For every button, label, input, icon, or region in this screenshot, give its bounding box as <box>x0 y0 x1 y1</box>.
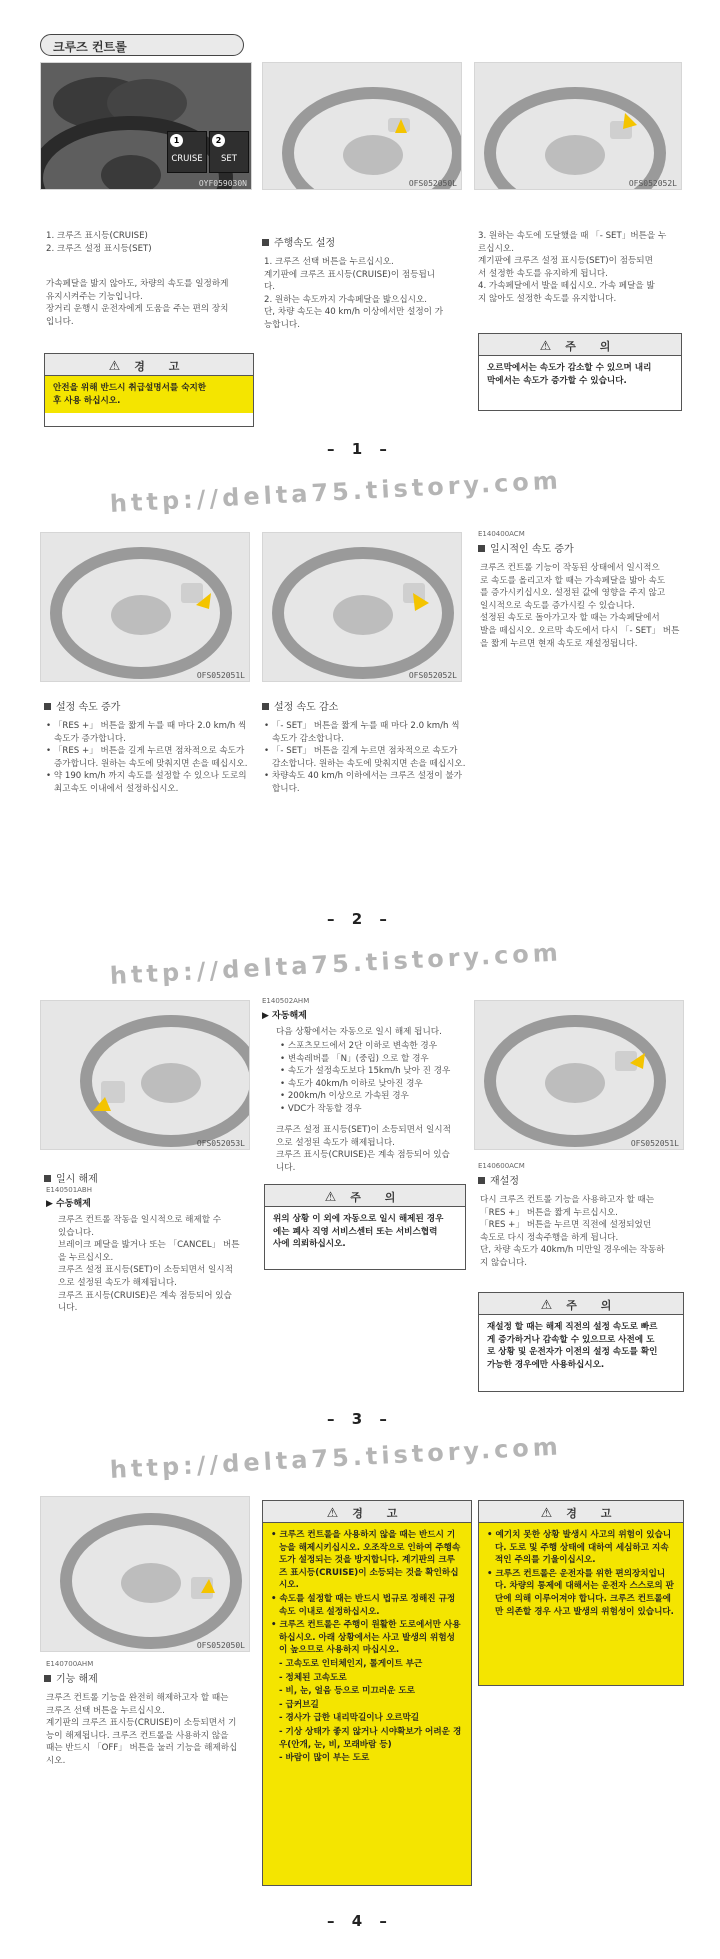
watermark: http://delta75.tistory.com <box>109 1432 563 1484</box>
steering-wheel-illustration <box>263 63 462 190</box>
cruise-indicator: 1 CRUISE <box>167 131 207 173</box>
section-heading: 재설정 <box>478 1172 519 1187</box>
section-code: E140400ACM <box>478 530 525 538</box>
steering-wheel-illustration <box>41 1001 250 1150</box>
warning-box <box>478 1500 684 1686</box>
caution-box: ⚠ 주 의 위의 상황 이 외에 자동으로 일시 해제된 경우 에는 폐사 직영 서비스센터 또는 서비스협력 사에 의뢰하십시오. <box>264 1184 466 1270</box>
warning-box: ⚠ 경 고 안전을 위해 반드시 취급설명서를 숙지한 후 사용 하십시오. <box>44 353 254 427</box>
function-off-text: 크루즈 컨트롤 기능을 완전히 해제하고자 할 때는 크루즈 선택 버튼을 누르십시오. 계기판의 크루즈 표시등(CRUISE)이 소등되면서 기 능이 해제됩니다. 크루즈 컨트롤을 사용하지 않을 때는 반드시 「OFF」 버튼을 눌러 기능을 해제하십 시오. <box>46 1693 238 1766</box>
steering-wheel-illustration <box>41 533 250 682</box>
bullet-square-icon <box>478 1177 485 1184</box>
page-number: – 1 – <box>327 440 393 458</box>
warning-header: ⚠ 경 고 <box>45 354 253 376</box>
list-item: • 「- SET」 버튼을 짧게 누를 때 마다 2.0 km/h 씩 속도가 감소합니다. <box>264 721 460 744</box>
warning-icon: ⚠ <box>324 1190 337 1205</box>
list-item: • 변속레버를 「N」(중립) 으로 할 경우 <box>280 1053 429 1064</box>
caution-box: ⚠ 주 의 오르막에서는 속도가 감소할 수 있으며 내리 막에서는 속도가 증가할 수 있습니다. <box>478 333 682 411</box>
dashboard-figure <box>40 62 252 190</box>
bullet-square-icon <box>262 703 269 710</box>
page-number: – 4 – <box>327 1912 393 1930</box>
page-number: – 2 – <box>327 910 393 928</box>
list-item: • 속도가 설정속도보다 15km/h 낮아 진 경우 <box>280 1066 451 1077</box>
caution-header: ⚠ 주 의 <box>479 334 681 356</box>
auto-cancel-intro: 다음 상황에서는 자동으로 일시 해제 됩니다. <box>276 1027 442 1037</box>
auto-cancel-para: 크루즈 설정 표시등(SET)이 소등되면서 일시적 으로 설정된 속도가 해제됩니다. 크루즈 표시등(CRUISE)은 계속 점등되어 있습 니다. <box>276 1125 451 1173</box>
list-item: • 「RES +」 버튼을 길게 누르면 점차적으로 속도가 증가합니다. 원하는 속도에 맞춰지면 손을 떼십시오. <box>46 746 248 769</box>
steering-wheel-illustration <box>41 1497 250 1652</box>
list-item: - 기상 상태가 좋지 않거나 시야확보가 어려운 경우(안개, 눈, 비, 모래바람 등) <box>279 1726 462 1750</box>
section-heading: 주행속도 설정 <box>262 234 335 249</box>
figure-caption: OFS052050L <box>408 179 457 188</box>
steering-figure <box>474 62 682 190</box>
caution-header: ⚠ 주 의 <box>479 1293 683 1315</box>
list-item: • 200km/h 이상으로 가속된 경우 <box>280 1091 409 1102</box>
steering-figure <box>262 532 462 682</box>
auto-cancel-list <box>280 1040 476 1116</box>
list-item: - 급커브길 <box>279 1699 319 1710</box>
list-item: - 비, 눈, 얼음 등으로 미끄러운 도로 <box>279 1686 415 1697</box>
steering-wheel-illustration <box>475 1001 684 1150</box>
steering-figure <box>40 1000 250 1150</box>
intro-paragraph: 가속페달을 밟지 않아도, 차량의 속도를 일정하게 유지시켜주는 기능입니다. 장거리 운행시 운전자에게 도움을 주는 편의 장치 입니다. <box>46 279 229 327</box>
section-heading: 일시적인 속도 증가 <box>478 540 574 555</box>
figure-caption: OFS052051L <box>630 1139 679 1148</box>
section-title: 크루즈 컨트롤 <box>40 34 244 56</box>
list-item: • 약 190 km/h 까지 속도를 설정할 수 있으나 도로의 최고속도 이내에서 설정하십시오. <box>46 771 247 794</box>
reset-text: 다시 크루즈 컨트롤 기능을 사용하고자 할 때는 「RES +」 버튼을 짧게 누르십시오. 「RES +」 버튼을 누르면 직전에 설정되었던 속도로 다시 정속주행을 하게 됩니다. 단, 차량 속도가 40km/h 미만일 경우에는 작동하 지 않습니다. <box>480 1195 665 1268</box>
steering-wheel-illustration <box>263 533 462 682</box>
list-item: • VDC가 작동할 경우 <box>280 1103 362 1114</box>
list-item: - 고속도로 인터체인지, 톨게이트 부근 <box>279 1658 423 1669</box>
steering-figure <box>40 1496 250 1652</box>
section-code: E140502AHM <box>262 997 310 1005</box>
figure-caption: OFS052051L <box>196 671 245 680</box>
caution-box: ⚠ 주 의 재설정 할 때는 해제 직전의 설정 속도로 빠르 게 증가하거나 감속할 수 있으므로 사전에 도 로 상황 및 운전자가 이전의 설정 속도를 확인 가능한 경우에만 사용하십시오. <box>478 1292 684 1392</box>
figure-caption: OFS052050L <box>196 1641 245 1650</box>
warning-icon: ⚠ <box>540 1506 553 1521</box>
list-item: • 크루즈 컨트롤은 주행이 원활한 도로에서만 사용하십시오. 아래 상황에서는 사고 발생의 위험성이 높으므로 사용하지 마십시오. <box>271 1620 461 1656</box>
list-item: • 「- SET」 버튼을 길게 누르면 점차적으로 속도가 감소합니다. 원하는 속도에 맞춰지면 손을 떼십시오. <box>264 746 466 769</box>
indicator-list: 1. 크루즈 표시등(CRUISE) 2. 크루즈 설정 표시등(SET) <box>46 231 152 254</box>
speed-decrease-list <box>264 720 468 796</box>
warning-header: ⚠ 경 고 <box>479 1501 683 1523</box>
list-item: - 정체된 고속도로 <box>279 1672 347 1683</box>
list-item: • 「RES +」 버튼을 짧게 누를 때 마다 2.0 km/h 씩 속도가 증가합니다. <box>46 721 247 744</box>
steering-figure <box>40 532 250 682</box>
warning-box <box>262 1500 472 1886</box>
speed-increase-list <box>46 720 250 796</box>
figure-caption: OYF059030N <box>198 179 247 188</box>
figure-caption: OFS052053L <box>196 1139 245 1148</box>
warning-header: ⚠ 경 고 <box>263 1501 471 1523</box>
figure-caption: OFS052052L <box>408 671 457 680</box>
warning-icon: ⚠ <box>539 339 552 354</box>
section-heading: 일시 해제 <box>44 1170 98 1185</box>
list-item: - 바람이 많이 부는 도로 <box>279 1753 370 1764</box>
list-item: • 속도가 40km/h 이하로 낮아진 경우 <box>280 1078 423 1089</box>
warning-icon: ⚠ <box>326 1506 339 1521</box>
section-code: E140600ACM <box>478 1162 525 1170</box>
list-item: - 경사가 급한 내리막길이나 오르막길 <box>279 1713 420 1724</box>
section-heading: 설정 속도 증가 <box>44 698 120 713</box>
subsection-heading: ▶ 수동해제 <box>46 1199 91 1209</box>
speed-setting-steps: 1. 크루즈 선택 버튼을 누르십시오. 계기판에 크루즈 표시등(CRUISE)이 점등됩니 다. 2. 원하는 속도까지 가속페달을 밟으십시오. 단, 차량 속도는 40 km/h 이상에서만 설정이 가 능합니다. <box>264 257 444 330</box>
list-item: • 예기치 못한 상황 발생시 사고의 위험이 있습니다. 도로 및 주행 상태에 대하여 세심하고 지속적인 주의를 기울이십시오. <box>487 1530 672 1566</box>
list-item: • 크루즈 컨트롤은 운전자를 위한 편의장치입니다. 차량의 통제에 대해서는 운전자 스스로의 판단에 의해 이루어져야 합니다. 크루즈 컨트롤에만 의존할 경우 사고 발생의 위험성이 있습니다. <box>487 1568 674 1617</box>
section-code: E140700AHM <box>46 1660 94 1668</box>
subsection-heading: ▶ 자동해제 <box>262 1011 307 1021</box>
section-code: E140501ABH <box>46 1186 92 1194</box>
set-indicator: 2 SET <box>209 131 249 173</box>
figure-caption: OFS052052L <box>628 179 677 188</box>
caution-header: ⚠ 주 의 <box>265 1185 465 1207</box>
watermark: http://delta75.tistory.com <box>109 938 563 990</box>
steering-figure <box>474 1000 684 1150</box>
bullet-square-icon <box>44 703 51 710</box>
page-number: – 3 – <box>327 1410 393 1428</box>
manual-cancel-text: 크루즈 컨트롤 작동을 일시적으로 해제할 수 있습니다. 브레이크 페달을 밟거나 또는 「CANCEL」 버튼 을 누르십시오. 크루즈 설정 표시등(SET)이 소등되면서 일시적 으로 설정된 속도가 해제됩니다. 크루즈 표시등(CRUISE)은 계속 점등되어 있습 니다. <box>58 1215 240 1314</box>
temporary-speed-increase-text: 크루즈 컨트롤 기능이 작동된 상태에서 일시적으 로 속도를 올리고자 할 때는 가속페달을 밟아 속도 를 증가시키십시오. 설정된 값에 영향을 주지 않고 일시적으로 속도를 증가시킬 수 있습니다. 설정된 속도로 돌아가고자 할 때는 가속페달에서 발을 떼십시오. 오르막 속도에서 다시 「- SET」 버튼 을 짧게 누르면 현재 속도로 재설정됩니다. <box>480 563 680 649</box>
list-item: • 속도를 설정할 때는 반드시 법규로 정해진 규정속도 이내로 설정하십시오. <box>271 1593 456 1617</box>
steering-wheel-illustration <box>475 63 682 190</box>
steering-figure <box>262 62 462 190</box>
speed-setting-steps-cont: 3. 원하는 속도에 도달했을 때 「- SET」버튼을 누 르십시오. 계기판에 크루즈 설정 표시등(SET)이 점등되면 서 설정한 속도를 유지하게 됩니다. 4. 가속페달에서 발을 떼십시오. 가속 페달을 밟 지 않아도 설정한 속도를 유지합니다. <box>478 231 667 304</box>
bullet-square-icon <box>44 1675 51 1682</box>
watermark: http://delta75.tistory.com <box>109 466 563 518</box>
list-item: • 스포츠모드에서 2단 이하로 변속한 경우 <box>280 1041 438 1051</box>
warning-icon: ⚠ <box>108 359 121 374</box>
warning-icon: ⚠ <box>540 1298 553 1313</box>
list-item: • 차량속도 40 km/h 이하에서는 크루즈 설정이 불가합니다. <box>264 771 462 794</box>
bullet-square-icon <box>44 1175 51 1182</box>
section-heading: 기능 해제 <box>44 1670 98 1685</box>
bullet-square-icon <box>478 545 485 552</box>
list-item: • 크루즈 컨트롤을 사용하지 않을 때는 반드시 기능을 해제시키십시오. 오조작으로 인하여 주행속도가 설정되는 것을 방지합니다. 계기판의 크루즈 표시등(CRUISE)이 소등되는 것을 확인하십시오. <box>271 1530 461 1591</box>
section-heading: 설정 속도 감소 <box>262 698 338 713</box>
bullet-square-icon <box>262 239 269 246</box>
